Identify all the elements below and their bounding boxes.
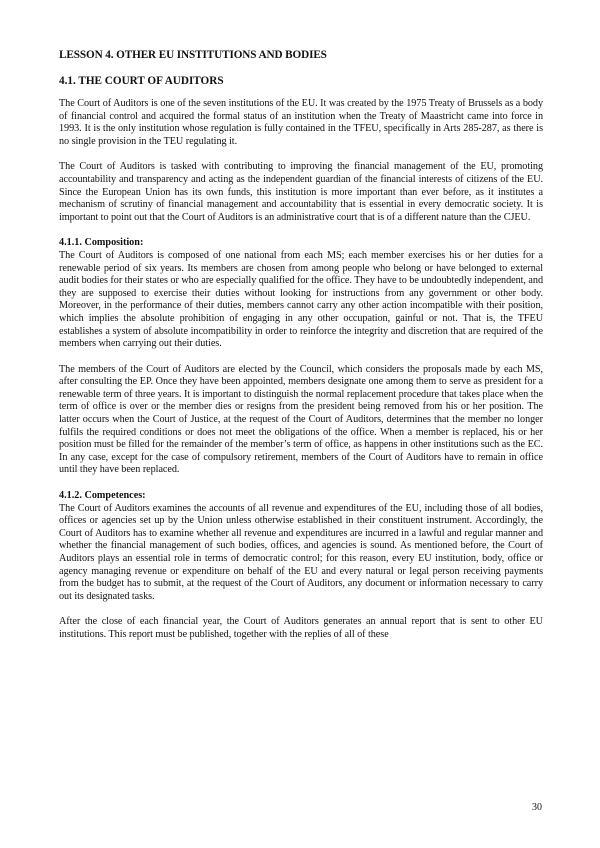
document-page <box>59 48 543 655</box>
composition-paragraph: The members of the Court of Auditors are elected by the Council, which considers the proposals made by each MS, after consulting the EP. Once they have been appointed, members designate one among them to serve as president for a renewable term of three years. It is important to distinguish the normal replacement procedure that takes place when the term of office is over or the member dies or resigns from the president being removed from his or her position. The latter occurs when the Court of Justice, at the request of the Court of Auditors, determines that the member no longer fulfils the required conditions or does not meet the obligations of the office. When a member is replaced, his or her position must be filled for the remainder of the member’s term of office, as happens in other institutions such as the EC. In any case, except for the case of compulsory retirement, members of the Court of Auditors have to remain in office until they have been replaced. <box>59 363 543 476</box>
intro-paragraph: The Court of Auditors is one of the seven institutions of the EU. It was created by the 1975 Treaty of Brussels as a body of financial control and acquired the formal status of an institution when the Treaty of Maastricht came into force in 1993. It is the only institution whose regulation is fully contained in the TFEU, specifically in Arts 285-287, as there is no single provision in the TEU regulating it. <box>59 98 543 147</box>
intro-paragraph: The Court of Auditors is tasked with contributing to improving the financial management of the EU, promoting accountability and transparency and acting as the independent guardian of the financial interests of citizens of the EU. Since the European Union has its own funds, this institution is more important than ever before, as it institutes a mechanism of scrutiny of financial management and accountability that is essential in every democratic society. It is important to point out that the Court of Auditors is an administrative court that is of a different nature than the CJEU. <box>59 161 543 223</box>
competences-heading: 4.1.2. Competences: <box>59 490 146 502</box>
lesson-title: LESSON 4. OTHER EU INSTITUTIONS AND BODIES <box>59 49 327 61</box>
competences-paragraph: The Court of Auditors examines the accounts of all revenue and expenditures of the EU, including those of all bodies, offices or agencies set up by the Union unless otherwise established in their constituent instrument. Accordingly, the Court of Auditors has to examine whether all revenue and expenditures are incurred in a lawful and regular manner and whether the financial management of such bodies, offices, and agencies is sound. As mentioned before, the Court of Auditors plays an essential role in terms of democratic control; for this reason, every EU institution, body, office or agency managing revenue or expenditure on behalf of the EU and every natural or legal person receiving payments from the budget has to submit, at the request of the Court of Auditors, any document or information necessary to carry out its designated tasks. <box>59 502 543 602</box>
composition-paragraph: The Court of Auditors is composed of one national from each MS; each member exercises his or her duties for a renewable period of six years. Its members are chosen from among people who belong or have belonged to external audit bodies for their states or who are especially qualified for the office. They have to be undoubtedly independent, and they are supposed to exercise their duties without looking for instructions from any government or other body. Moreover, in the performance of their duties, members cannot carry any other action incompatible with their position, which implies the absolute prohibition of engaging in any other occupation, gainful or not. That is, the TFEU establishes a system of absolute incompatibility in order to reinforce the integrity and discretion that are required of the members when carrying out their duties. <box>59 249 543 350</box>
composition-heading: 4.1.1. Composition: <box>59 237 144 249</box>
section-title: 4.1. THE COURT OF AUDITORS <box>59 75 224 87</box>
competences-paragraph: After the close of each financial year, the Court of Auditors generates an annual report that is sent to other EU institutions. This report must be published, together with the replies of all of these <box>59 616 543 640</box>
page-number: 30 <box>532 802 542 813</box>
